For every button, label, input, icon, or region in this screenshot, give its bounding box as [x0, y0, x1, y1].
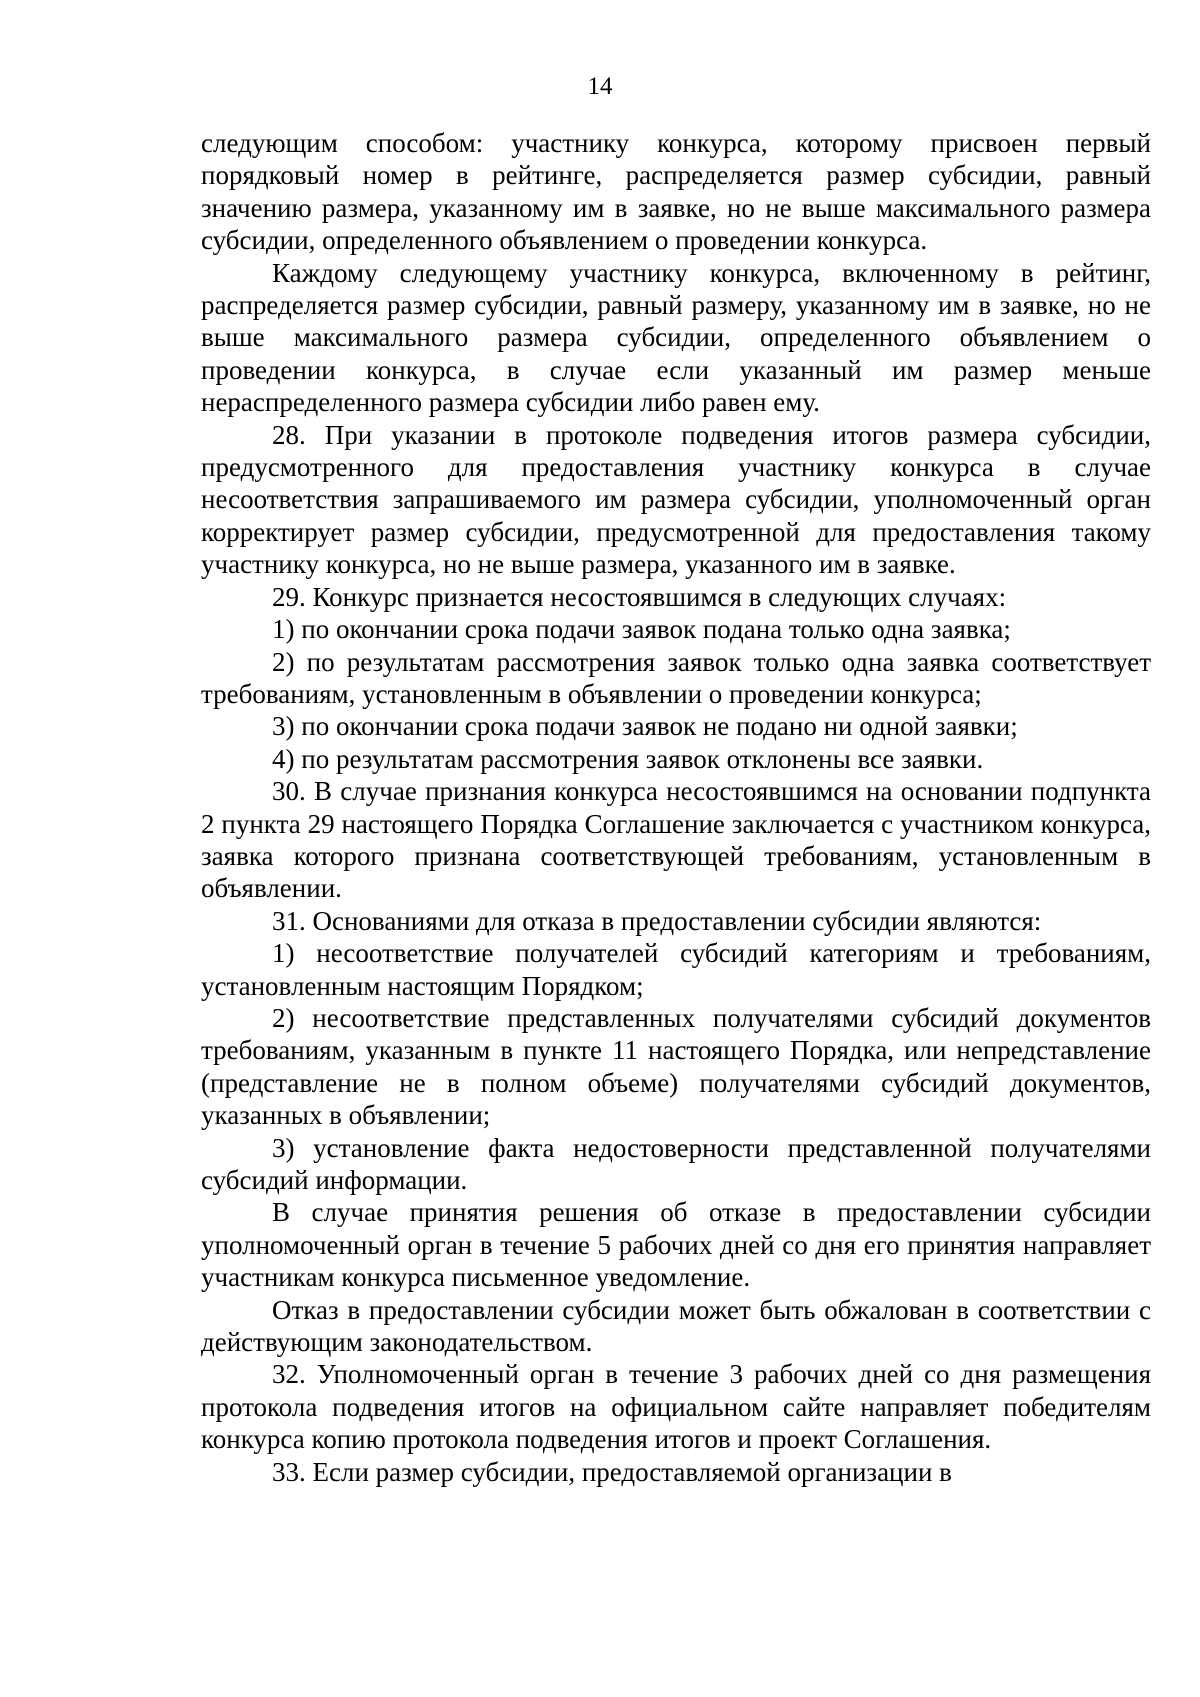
paragraph-item-31-sub-2: 2) несоответствие представленных получателями субсидий документов требованиям, указанным в пункте 11 настоящего Порядка, или непредставление (представление не в полном объеме) получателями субсидий документов, указанных в объявлении; — [201, 1002, 1151, 1131]
paragraph-item-29: 29. Конкурс признается несостоявшимся в следующих случаях: — [272, 581, 1007, 612]
paragraph-item-31-sub-3: 3) установление факта недостоверности представленной получателями субсидий информации. — [201, 1132, 1151, 1195]
paragraph-distribution-method: следующим способом: участнику конкурса, которому присвоен первый порядковый номер в рейтинге, распределяется размер субсидии, равный значению размера, указанному им в заявке, но не выше максимального размера субсидии, определенного объявлением о проведении конкурса. — [201, 128, 1151, 256]
paragraph-item-31-sub-1: 1) несоответствие получателей субсидий категориям и требованиям, установленным настоящим Порядком; — [201, 938, 1151, 1001]
paragraph-item-32: 32. Уполномоченный орган в течение 3 рабочих дней со дня размещения протокола подведения итогов на официальном сайте направляет победителям конкурса копию протокола подведения итогов и проект Соглашения. — [201, 1359, 1151, 1455]
paragraph-next-participants: Каждому следующему участнику конкурса, включенному в рейтинг, распределяется размер субсидии, равный размеру, указанному им в заявке, но не выше максимального размера субсидии, определенного объявлением о проведении конкурса, в случае если указанный им размер меньше нераспределенного размера субсидии либо равен ему. — [201, 257, 1151, 418]
paragraph-item-29-sub-3: 3) по окончании срока подачи заявок не подано ни одной заявки; — [272, 711, 1018, 742]
paragraph-refusal-appeal: Отказ в предоставлении субсидии может быть обжалован в соответствии с действующим законодательством. — [201, 1294, 1151, 1358]
paragraph-item-30: 30. В случае признания конкурса несостоявшимся на основании подпункта 2 пункта 29 настоящего Порядка Соглашение заключается с участником конкурса, заявка которого признана соответствующей требованиям, установленным в объявлении. — [201, 776, 1151, 904]
paragraph-item-29-sub-4: 4) по результатам рассмотрения заявок отклонены все заявки. — [272, 743, 984, 774]
paragraph-item-29-sub-1: 1) по окончании срока подачи заявок подана только одна заявка; — [272, 614, 1011, 645]
document-body — [201, 127, 1151, 1488]
page-number: 14 — [587, 73, 613, 100]
paragraph-item-33: 33. Если размер субсидии, предоставляемой организации в — [272, 1456, 952, 1487]
paragraph-refusal-notice: В случае принятия решения об отказе в предоставлении субсидии уполномоченный орган в течение 5 рабочих дней со дня его принятия направляет участникам конкурса письменное уведомление. — [201, 1197, 1151, 1293]
paragraph-item-28: 28. При указании в протоколе подведения итогов размера субсидии, предусмотренного для предоставления участнику конкурса в случае несоответствия запрашиваемого им размера субсидии, уполномоченный орган корректирует размер субсидии, предусмотренной для предоставления такому участнику конкурса, но не выше размера, указанного им в заявке. — [201, 419, 1151, 580]
paragraph-item-29-sub-2: 2) по результатам рассмотрения заявок только одна заявка соответствует требованиям, установленным в объявлении о проведении конкурса; — [201, 646, 1151, 709]
paragraph-item-31: 31. Основаниями для отказа в предоставлении субсидии являются: — [272, 905, 1042, 936]
